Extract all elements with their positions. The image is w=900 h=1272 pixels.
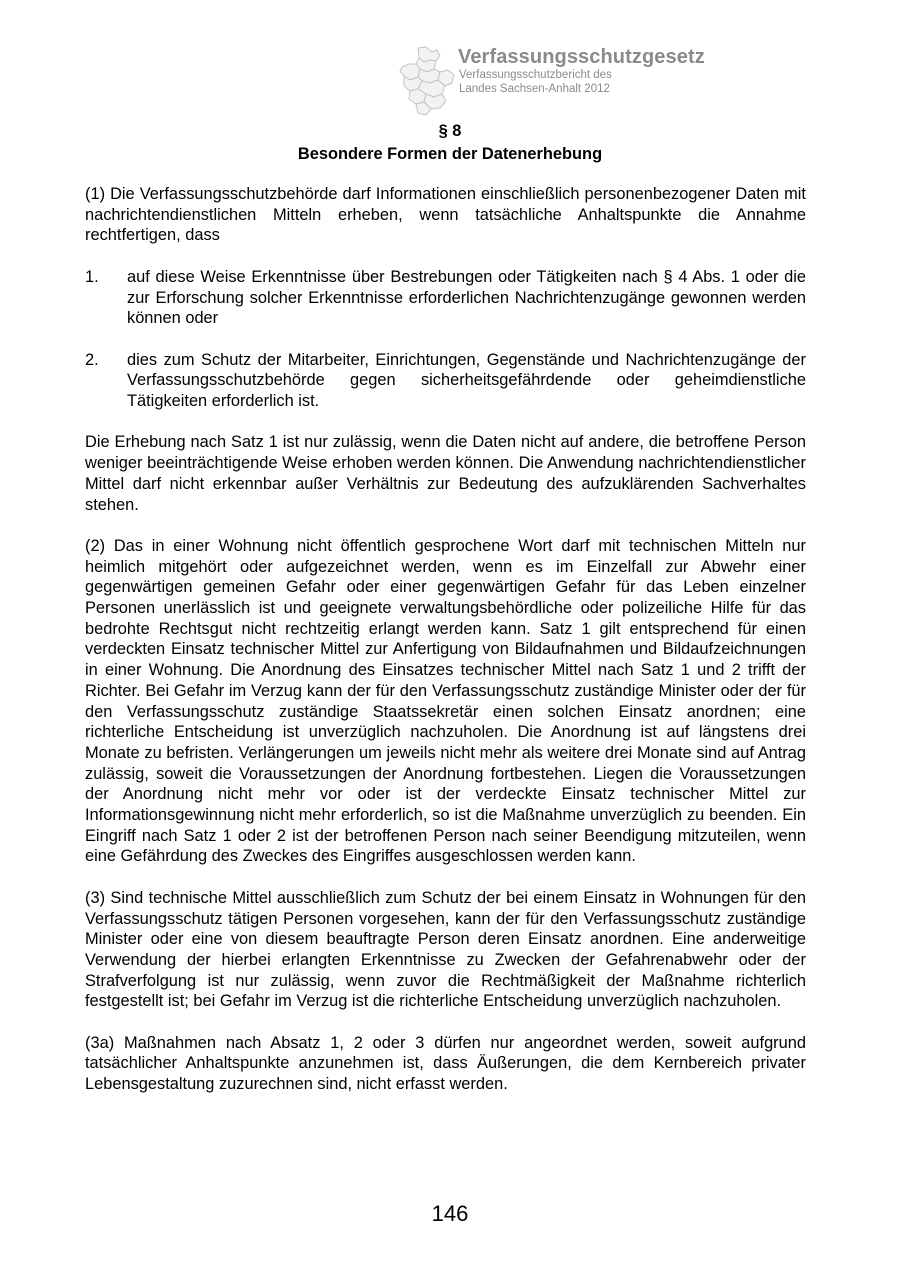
list-item-1 [85,267,806,329]
section-number: § 8 [438,122,462,140]
section-title: Besondere Formen der Datenerhebung [297,145,603,163]
paragraph-1-intro: (1) Die Verfassungsschutzbehörde darf Informationen einschließlich personenbezogener Daten mit nachrichtendienstlichen Mitteln erheben, wenn tatsächliche Anhaltspunkte die Annahme rechtfertigen, dass [85,185,806,245]
page-header [396,40,856,120]
list-item-2 [85,350,806,412]
list-item-number: 1. [85,267,99,286]
paragraph-3a: (3a) Maßnahmen nach Absatz 1, 2 oder 3 dürfen nur angeordnet werden, soweit aufgrund tatsächlicher Anhaltspunkte anzunehmen ist, dass Äußerungen, die dem Kernbereich privater Lebensgestaltung zuzurechnen sind, nicht erfasst werden. [85,1033,806,1094]
list-item-number: 2. [85,350,99,369]
page-number: 146 [431,1201,469,1226]
header-subtitle-line2: Landes Sachsen-Anhalt 2012 [459,83,610,95]
paragraph-2: (2) Das in einer Wohnung nicht öffentlich gesprochene Wort darf mit technischen Mitteln nur heimlich mitgehört oder aufgezeichnet werden, wenn es im Einzelfall zur Abwehr einer gegenwärtigen gemeinen Gefahr oder einer gegenwärtigen Gefahr für das Leben einzelner Personen unerlässlich ist und geeignete verwaltungsbehördliche oder polizeiliche Hilfe für das bedrohte Rechtsgut nicht rechtzeitig erlangt werden kann. Satz 1 gilt entsprechend für einen verdeckten Einsatz technischer Mittel zur Anfertigung von Bildaufnahmen und Bildaufzeichnungen in einer Wohnung. Die Anordnung des Einsatzes technischer Mittel nach Satz 1 und 2 trifft der Richter. Bei Gefahr im Verzug kann der für den Verfassungsschutz zuständige Minister oder der für den Verfassungsschutz zuständige Staatssekretär einen solchen Einsatz anordnen; eine richterliche Entscheidung ist unverzüglich nachzuholen. Die Anordnung ist auf längstens drei Monate zu befristen. Verlängerungen um jeweils nicht mehr als weitere drei Monate sind auf Antrag zulässig, soweit die Voraussetzungen der Anordnung fortbestehen. Liegen die Voraussetzungen der Anordnung nicht mehr vor oder ist der verdeckte Einsatz technischer Mittel zur Informationsgewinnung nicht mehr erforderlich, so ist die Maßnahme unverzüglich zu beenden. Ein Eingriff nach Satz 1 oder 2 ist der betroffenen Person nach seiner Beendigung mitzuteilen, wenn eine Gefährdung des Zweckes des Eingriffes ausgeschlossen werden kann. [85,536,806,866]
paragraph-3: (3) Sind technische Mittel ausschließlich zum Schutz der bei einem Einsatz in Wohnungen für den Verfassungsschutz tätigen Personen vorgesehen, kann der für den Verfassungsschutz zuständige Minister oder eine von diesem beauftragte Person deren Einsatz anordnen. Eine anderweitige Verwendung der hierbei erlangten Erkenntnisse zu Zwecken der Gefahrenabwehr oder der Strafverfolgung ist nur zulässig, wenn zuvor die Rechtmäßigkeit der Maßnahme richterlich festgestellt ist; bei Gefahr im Verzug ist die richterliche Entscheidung unverzüglich nachzuholen. [85,888,806,1011]
paragraph-1-close: Die Erhebung nach Satz 1 ist nur zulässig, wenn die Daten nicht auf andere, die betroffene Person weniger beeinträchtigende Weise erhoben werden können. Die Anwendung nachrichtendienstlicher Mittel darf nicht erkennbar außer Verhältnis zur Bedeutung des aufzuklärenden Sachverhaltes stehen. [85,433,806,514]
list-item-text: dies zum Schutz der Mitarbeiter, Einrichtungen, Gegenstände und Nachrichtenzugänge der Verfassungsschutzbehörde gegen sicherheitsgefährdende oder geheimdienstliche Tätigkeiten erforderlich ist. [127,350,806,410]
header-subtitle-line1: Verfassungsschutzbericht des [459,69,612,81]
document-body [85,184,806,1116]
list-item-text: auf diese Weise Erkenntnisse über Bestrebungen oder Tätigkeiten nach § 4 Abs. 1 oder die zur Erforschung solcher Erkenntnisse erforderlichen Nachrichtenzugänge gewonnen werden können oder [127,267,806,328]
saxony-anhalt-map-icon [396,45,458,117]
header-title: Verfassungsschutzgesetz [458,46,705,68]
